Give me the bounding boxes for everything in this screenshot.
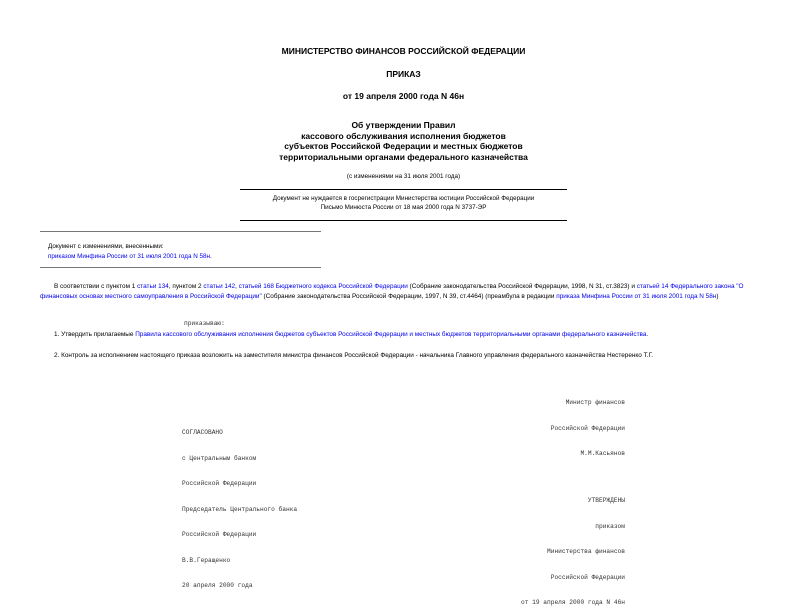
title-line: субъектов Российской Федерации и местных бюджетов: [284, 141, 523, 151]
title-line: Об утверждении Правил: [351, 120, 456, 130]
doc-type: ПРИКАЗ: [386, 69, 421, 79]
divider: [40, 231, 321, 232]
doc-date-number: от 19 апреля 2000 года N 46н: [342, 91, 465, 101]
agreed-line: с Центральным банком: [182, 454, 257, 462]
approved-block: [480, 480, 625, 616]
divider: [40, 267, 321, 268]
agreed-line: Председатель Центрального банка: [182, 505, 298, 513]
agreed-line: Российской Федерации: [182, 531, 257, 538]
preamble: [40, 282, 767, 301]
agreed-line: 20 апреля 2000 года: [182, 582, 253, 589]
item-1: [54, 330, 784, 339]
changes-box: [48, 242, 212, 261]
link-minfin-order[interactable]: приказа Минфина России от 31 июля 2001 года N 58н: [556, 292, 717, 300]
link-budget-code[interactable]: статьей 168 Бюджетного кодекса Российской Федерации: [238, 283, 408, 290]
order-word: приказываю:: [184, 320, 225, 327]
doc-title: [0, 120, 807, 162]
link-federal-law[interactable]: статьей 14 Федерального закона "О финансовых основах местного самоуправления в Российской Федерации": [40, 283, 744, 300]
item-text: .: [646, 331, 649, 338]
signature-block: [500, 382, 625, 467]
signature-line: М.М.Касьянов: [580, 450, 625, 457]
preamble-text: ): [716, 292, 719, 300]
signature-line: Российской Федерации: [550, 424, 625, 432]
approved-line: приказом: [595, 522, 625, 530]
agreed-line: В.В.Геращенко: [182, 556, 231, 564]
link-rules[interactable]: Правила кассового обслуживания исполнения бюджетов субъектов Российской Федерации и местных бюджетов территориальными органами федерального казначейства: [135, 331, 647, 338]
link-article-142[interactable]: статьи 142: [203, 283, 236, 290]
agreed-line: СОГЛАСОВАНО: [182, 429, 223, 436]
registration-note: [0, 194, 807, 212]
link-article-134[interactable]: статьи 134: [137, 283, 169, 290]
preamble-text: , пунктом 2: [168, 283, 204, 290]
approved-line: УТВЕРЖДЕНЫ: [587, 497, 625, 504]
registration-line: Письмо Минюста России от 18 мая 2000 года N 3737-ЭР: [320, 204, 487, 211]
title-line: кассового обслуживания исполнения бюджетов: [301, 130, 506, 141]
agreed-line: Российской Федерации: [182, 480, 257, 487]
ministry-heading: МИНИСТЕРСТВО ФИНАНСОВ РОССИЙСКОЙ ФЕДЕРАЦИИ: [281, 46, 526, 56]
approved-line: Российской Федерации: [550, 573, 625, 581]
approved-line: Министерства финансов: [547, 548, 625, 555]
signature-line: Министр финансов: [565, 399, 625, 406]
preamble-text: ,: [235, 283, 239, 290]
approved-line: от 19 апреля 2000 года N 46н: [521, 599, 625, 606]
preamble-text: (Собрание законодательства Российской Федерации, 1997, N 39, ст.4464) (преамбула в редакции: [261, 292, 557, 300]
divider: [240, 220, 567, 221]
changes-label: Документ с изменениями, внесенными:: [48, 243, 164, 250]
item-text: 1. Утвердить прилагаемые: [54, 331, 136, 338]
item-2: 2. Контроль за исполнением настоящего приказа возложить на заместителя министра финансов Российской Федерации - начальника Главного управления федерального казначейства Нестеренко Т.Г.: [54, 352, 654, 359]
title-line: территориальными органами федерального казначейства: [279, 151, 528, 162]
changes-link[interactable]: приказом Минфина России от 31 июля 2001 года N 58н.: [48, 253, 212, 260]
registration-line: Документ не нуждается в госрегистрации Министерства юстиции Российской Федерации: [272, 195, 535, 202]
preamble-text: В соответствии с пунктом 1: [54, 283, 138, 290]
amendment-note: (с изменениями на 31 июля 2001 года): [346, 173, 461, 180]
divider: [240, 189, 567, 190]
preamble-text: (Собрание законодательства Российской Федерации, 1998, N 31, ст.3823) и: [407, 283, 637, 290]
